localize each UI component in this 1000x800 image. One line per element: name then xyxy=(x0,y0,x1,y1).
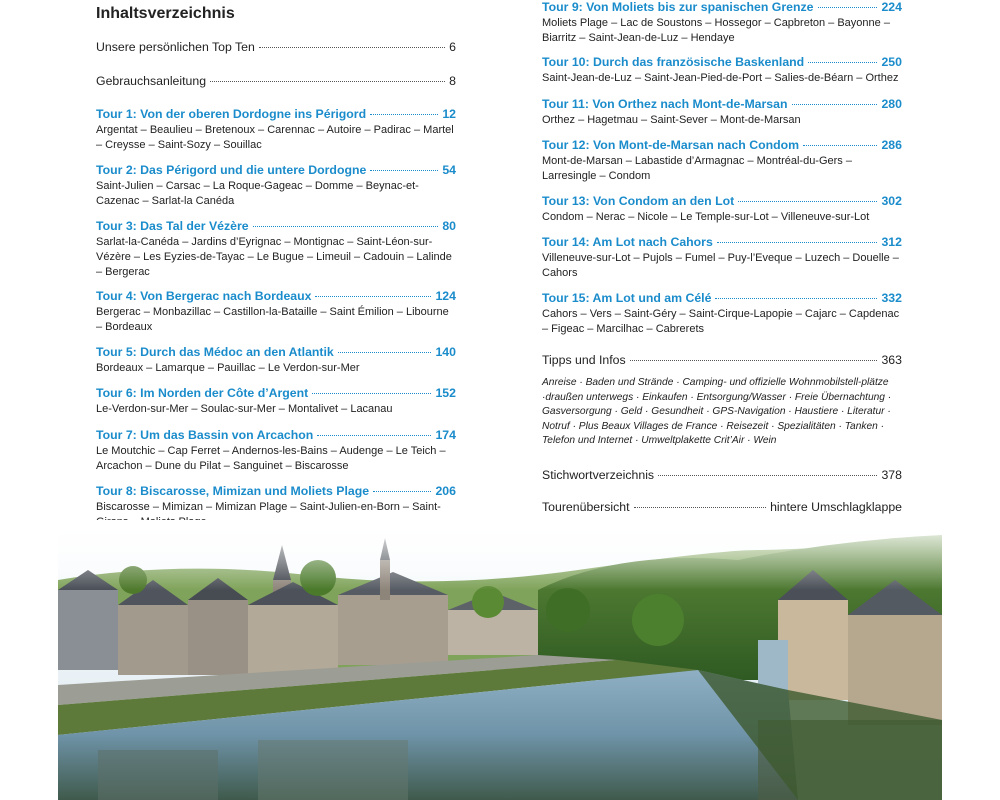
toc-entry-tour-3[interactable] xyxy=(96,219,456,280)
toc-entry-gebrauchsanleitung[interactable] xyxy=(96,74,456,89)
tour-places: Bergerac – Monbazillac – Castillon-la-Bataille – Saint Émilion – Libourne – Bordeaux xyxy=(96,306,449,333)
toc-entry-tour-15[interactable] xyxy=(542,291,902,337)
tour-title: Tour 15: Am Lot und am Célé xyxy=(542,291,712,305)
tour-title: Tour 4: Von Bergerac nach Bordeaux xyxy=(96,289,312,303)
toc-entry-tipps-und-infos[interactable] xyxy=(542,353,902,449)
tour-places: Saint-Jean-de-Luz – Saint-Jean-Pied-de-Port – Salies-de-Béarn – Orthez xyxy=(542,72,899,84)
toc-entry-tour-13[interactable] xyxy=(542,194,902,225)
entry-page: 8 xyxy=(449,74,456,88)
tour-page: 54 xyxy=(442,163,456,177)
tour-page: 124 xyxy=(435,289,456,303)
leader-dots xyxy=(370,169,438,171)
tour-places: Biscarosse – Mimizan – Mimizan Plage – Saint-Julien-en-Born – Saint- xyxy=(96,501,441,513)
toc-entry-tour-14[interactable] xyxy=(542,235,902,281)
toc-entry-tour-2[interactable] xyxy=(96,163,456,209)
toc-entry-tour-5[interactable] xyxy=(96,345,456,376)
leader-dots xyxy=(312,392,431,394)
leader-dots xyxy=(803,144,877,146)
toc-entry-tour-4[interactable] xyxy=(96,289,456,335)
leader-dots xyxy=(210,80,445,82)
leader-dots xyxy=(373,490,431,492)
toc-entry-tour-1[interactable] xyxy=(96,107,456,153)
entry-page: 378 xyxy=(881,468,902,482)
tour-places: Moliets Plage – Lac de Soustons – Hossegor – Capbreton – Bayonne – Biarritz – Saint-Jean-de-Luz – Hendaye xyxy=(542,17,890,44)
tour-page: 80 xyxy=(442,219,456,233)
tour-places: Sarlat-la-Canéda – Jardins d’Eyrignac – Montignac – Saint-Léon-sur-Vézère – Les Eyzies-de-Tayac – Le Bugue – Limeuil – Cadouin – Lalinde – Bergerac xyxy=(96,236,452,278)
tour-title: Tour 12: Von Mont-de-Marsan nach Condom xyxy=(542,138,800,152)
leader-dots xyxy=(658,474,877,476)
leader-dots xyxy=(808,61,877,63)
tour-places: Orthez – Hagetmau – Saint-Sever – Mont-de-Marsan xyxy=(542,114,801,126)
toc-entry-tour-11[interactable] xyxy=(542,97,902,128)
tour-page: 140 xyxy=(435,345,456,359)
tour-page: 286 xyxy=(881,138,902,152)
tour-title: Tour 6: Im Norden der Côte d’Argent xyxy=(96,386,309,400)
entry-title: Stichwortverzeichnis xyxy=(542,468,655,482)
entry-title: Unsere persönlichen Top Ten xyxy=(96,40,255,54)
leader-dots xyxy=(630,359,878,361)
tour-page: 302 xyxy=(881,194,902,208)
tour-page: 250 xyxy=(881,55,902,69)
tour-title: Tour 10: Durch das französische Baskenland xyxy=(542,55,805,69)
leader-dots xyxy=(717,241,878,243)
tour-title: Tour 14: Am Lot nach Cahors xyxy=(542,235,713,249)
tour-page: 12 xyxy=(442,107,456,121)
toc-entry-top-ten[interactable] xyxy=(96,40,456,55)
tour-title: Tour 11: Von Orthez nach Mont-de-Marsan xyxy=(542,97,788,111)
tour-places: Saint-Julien – Carsac – La Roque-Gageac – Domme – Beynac-et-Cazenac – Sarlat-la Canéda xyxy=(96,180,419,207)
leader-dots xyxy=(792,103,878,105)
tour-title: Tour 7: Um das Bassin von Arcachon xyxy=(96,428,314,442)
entry-page: hintere Umschlagklappe xyxy=(770,500,902,514)
leader-dots xyxy=(738,200,877,202)
tour-places: Bordeaux – Lamarque – Pauillac – Le Verdon-sur-Mer xyxy=(96,362,360,374)
tour-title: Tour 5: Durch das Médoc an den Atlantik xyxy=(96,345,334,359)
leader-dots xyxy=(317,434,431,436)
toc-entry-tour-10[interactable] xyxy=(542,55,902,86)
tour-places: Mont-de-Marsan – Labastide d’Armagnac – Montréal-du-Gers – Larresingle – Condom xyxy=(542,155,852,182)
tour-title: Tour 9: Von Moliets bis zur spanischen Grenze xyxy=(542,0,814,14)
tour-places: Argentat – Beaulieu – Bretenoux – Carennac – Autoire – Padirac – Martel – Creysse – Saint-Sozy – Souillac xyxy=(96,124,454,151)
tour-places: Cahors – Vers – Saint-Géry – Saint-Cirque-Lapopie – Cajarc – Capdenac – Figeac – Marcilhac – Cabrerets xyxy=(542,308,900,335)
leader-dots xyxy=(715,297,877,299)
toc-entry-tour-7[interactable] xyxy=(96,428,456,474)
tour-page: 312 xyxy=(881,235,902,249)
toc-heading: Inhaltsverzeichnis xyxy=(96,5,235,22)
toc-entry-tour-9[interactable] xyxy=(542,0,902,46)
tour-page: 280 xyxy=(881,97,902,111)
toc-entry-stichwortverzeichnis[interactable] xyxy=(542,468,902,483)
tour-page: 224 xyxy=(881,0,902,14)
entry-title: Tipps und Infos xyxy=(542,353,626,367)
entry-page: 6 xyxy=(449,40,456,54)
tour-title: Tour 1: Von der oberen Dordogne ins Périgord xyxy=(96,107,367,121)
tour-page: 152 xyxy=(435,386,456,400)
tour-title: Tour 3: Das Tal der Vézère xyxy=(96,219,249,233)
tour-places: Le Moutchic – Cap Ferret – Andernos-les-Bains – Audenge – Le Teich – Arcachon – Dune du Pilat – Sanguinet – Biscarosse xyxy=(96,445,446,472)
book-page xyxy=(58,0,942,800)
toc-entry-tour-12[interactable] xyxy=(542,138,902,184)
toc-entry-tourenuebersicht[interactable] xyxy=(542,500,902,515)
entry-page: 363 xyxy=(881,353,902,367)
tour-places: Villeneuve-sur-Lot – Pujols – Fumel – Puy-l’Eveque – Luzech – Douelle – Cahors xyxy=(542,252,899,279)
leader-dots xyxy=(370,113,438,115)
leader-dots xyxy=(634,506,767,508)
tour-page: 206 xyxy=(435,484,456,498)
river-village-photo xyxy=(58,520,942,800)
tour-title: Tour 8: Biscarosse, Mimizan und Moliets Plage xyxy=(96,484,370,498)
entry-title: Tourenübersicht xyxy=(542,500,630,514)
tour-title: Tour 2: Das Périgord und die untere Dordogne xyxy=(96,163,367,177)
leader-dots xyxy=(338,351,432,353)
leader-dots xyxy=(315,295,431,297)
tour-title: Tour 13: Von Condom an den Lot xyxy=(542,194,735,208)
leader-dots xyxy=(253,225,439,227)
tour-page: 332 xyxy=(881,291,902,305)
tipps-topics: Anreise · Baden und Strände · Camping- und offizielle Wohnmobilstell-plätze ·draußen unterwegs · Einkaufen · Entsorgung/Wasser · Freie Übernachtung · Gasversorgung · Geld · Gesundheit · GPS-Navigation · Haustiere · Literatur · Notruf · Plus Beaux Villages de France · Reisezeit · Spezialitäten · Tanken · Telefon und Internet · Umweltplakette Crit’Air · Wein xyxy=(542,377,892,447)
leader-dots xyxy=(259,46,445,48)
leader-dots xyxy=(818,6,878,8)
photo-top-fade xyxy=(58,520,942,590)
tour-places: Condom – Nerac – Nicole – Le Temple-sur-Lot – Villeneuve-sur-Lot xyxy=(542,211,870,223)
tour-places: Le-Verdon-sur-Mer – Soulac-sur-Mer – Montalivet – Lacanau xyxy=(96,403,393,415)
toc-entry-tour-6[interactable] xyxy=(96,386,456,417)
entry-title: Gebrauchsanleitung xyxy=(96,74,207,88)
tour-page: 174 xyxy=(435,428,456,442)
